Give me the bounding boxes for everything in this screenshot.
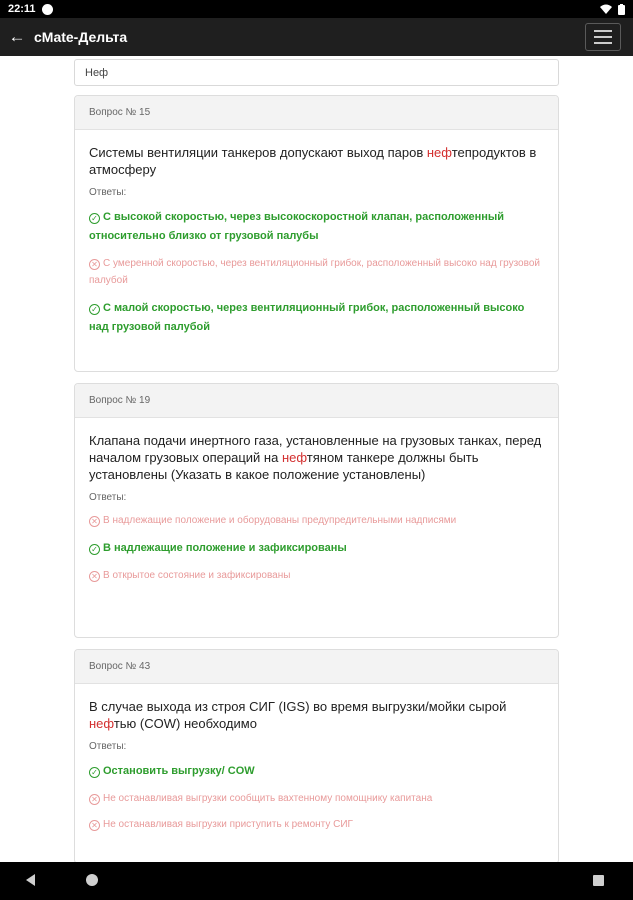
answer-correct bbox=[89, 539, 544, 558]
answers-label: Ответы: bbox=[89, 492, 127, 503]
question-text bbox=[89, 144, 544, 178]
question-number: Вопрос № 43 bbox=[75, 650, 558, 684]
wifi-icon bbox=[600, 4, 612, 14]
answers-label: Ответы: bbox=[89, 187, 127, 198]
question-text-part: В случае выхода из строя СИГ (IGS) во время выгрузки/мойки сырой bbox=[89, 699, 507, 714]
app-title: cMate-Дельта bbox=[34, 29, 128, 45]
question-body bbox=[75, 130, 558, 337]
answer-text: С малой скоростью, через вентиляционный грибок, расположенный высоко над грузовой палубой bbox=[89, 302, 525, 333]
question-text bbox=[89, 432, 544, 483]
hamburger-line bbox=[594, 42, 612, 44]
check-circle-icon: ✓ bbox=[89, 213, 100, 224]
answer-wrong bbox=[89, 512, 544, 529]
question-body bbox=[75, 684, 558, 833]
answer-wrong bbox=[89, 790, 544, 807]
check-circle-icon: ✓ bbox=[89, 544, 100, 555]
battery-icon bbox=[618, 4, 625, 15]
x-circle-icon: ✕ bbox=[89, 259, 100, 270]
system-nav-bar bbox=[0, 862, 633, 900]
app-bar bbox=[0, 18, 633, 56]
answer-text: Остановить выгрузку/ COW bbox=[103, 765, 255, 777]
question-text bbox=[89, 698, 544, 732]
question-number: Вопрос № 15 bbox=[75, 96, 558, 130]
search-match-highlight: неф bbox=[426, 145, 452, 160]
answer-correct bbox=[89, 299, 544, 337]
answer-text: Не останавливая выгрузки сообщить вахтенному помощнику капитана bbox=[103, 793, 433, 804]
answers-label: Ответы: bbox=[89, 741, 127, 752]
menu-button[interactable] bbox=[585, 23, 621, 51]
search-input[interactable] bbox=[74, 59, 559, 86]
question-text-part: тью (COW) необходимо bbox=[113, 716, 257, 731]
search-match-highlight: неф bbox=[89, 716, 114, 731]
question-card bbox=[74, 95, 559, 372]
question-text-part: тяном танкере должны быть установлены (Указать в какое положение установлены) bbox=[89, 450, 479, 482]
check-circle-icon: ✓ bbox=[89, 304, 100, 315]
answer-wrong bbox=[89, 816, 544, 833]
answer-wrong bbox=[89, 255, 544, 289]
answer-text: В открытое состояние и зафиксированы bbox=[103, 570, 291, 581]
back-arrow-icon[interactable]: ← bbox=[8, 27, 26, 46]
question-card bbox=[74, 649, 559, 864]
status-bar bbox=[0, 0, 633, 18]
question-number: Вопрос № 19 bbox=[75, 384, 558, 418]
answer-correct bbox=[89, 762, 544, 781]
answer-text: В надлежащие положение и зафиксированы bbox=[103, 542, 347, 554]
x-circle-icon: ✕ bbox=[89, 820, 100, 831]
question-body bbox=[75, 418, 558, 584]
status-time: 22:11 bbox=[8, 3, 36, 15]
nav-back-icon[interactable] bbox=[26, 874, 35, 886]
check-circle-icon: ✓ bbox=[89, 767, 100, 778]
nav-recents-icon[interactable] bbox=[593, 875, 604, 886]
x-circle-icon: ✕ bbox=[89, 571, 100, 582]
nav-home-icon[interactable] bbox=[86, 874, 98, 886]
hamburger-line bbox=[594, 36, 612, 38]
question-text-part: Системы вентиляции танкеров допускают выход паров bbox=[89, 145, 427, 160]
answer-correct bbox=[89, 208, 544, 246]
question-text-part: тепродуктов в атмосферу bbox=[89, 145, 537, 177]
x-circle-icon: ✕ bbox=[89, 794, 100, 805]
google-icon bbox=[42, 4, 53, 15]
answer-text: С умеренной скоростью, через вентиляционный грибок, расположенный высоко над грузовой палубой bbox=[89, 258, 540, 286]
answer-text: С высокой скоростью, через высокоскоростной клапан, расположенный относительно близко от грузовой палубы bbox=[89, 211, 505, 242]
answer-wrong bbox=[89, 567, 544, 584]
answer-text: В надлежащие положение и оборудованы предупредительными надписями bbox=[103, 515, 457, 526]
question-text-part: Клапана подачи инертного газа, установленные на грузовых танках, перед началом грузовых операций на bbox=[89, 433, 542, 465]
search-match-highlight: неф bbox=[281, 450, 307, 465]
status-icons bbox=[600, 4, 625, 15]
hamburger-line bbox=[594, 30, 612, 32]
question-card bbox=[74, 383, 559, 638]
x-circle-icon: ✕ bbox=[89, 516, 100, 527]
answer-text: Не останавливая выгрузки приступить к ремонту СИГ bbox=[103, 819, 353, 830]
